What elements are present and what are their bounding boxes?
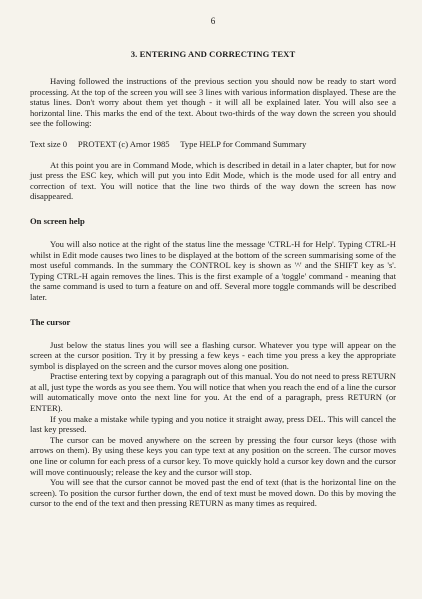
help-paragraph: You will also notice at the right of the status line the message 'CTRL-H for Help'. Typing CTRL-H whilst in Edit mode causes two lines to be displayed at the bottom of the screen summarising some of the most useful commands. In the summary the CONTROL key is shown as '^' and the SHIFT key as 's'. Typing CTRL-H again removes the lines. This is the first example of a 'toggle' command - meaning that the same command is used to turn a feature on and off. Several more toggle commands will be described later. xyxy=(30,238,396,302)
status-text-size: Text size 0 xyxy=(30,138,68,149)
cursor-paragraph: The cursor can be moved anywhere on the screen by pressing the four cursor keys (those with arrows on them). By using these keys you can type text at any position on the screen. The cursor moves one line or column for each press of a cursor key. To move quickly hold a cursor key down and the cursor will move continuously; release the key and the cursor will stop. xyxy=(30,434,396,477)
section-heading-cursor: The cursor xyxy=(30,316,71,327)
cursor-paragraph: You will see that the cursor cannot be moved past the end of text (that is the horizontal line on the screen). To position the cursor further down, the end of text must be moved down. Do this by moving the cursor to the end of the text and then pressing RETURN as many times as required. xyxy=(30,477,396,509)
status-copyright: PROTEXT (c) Arnor 1985 xyxy=(77,138,170,149)
chapter-title: 3. ENTERING AND CORRECTING TEXT xyxy=(130,49,296,59)
cursor-paragraph: Practise entering text by copying a paragraph out of this manual. You do not need to press RETURN at all, just type the words as you see them. You will notice that when you reach the end of a line the cursor will automatically move onto the next line for you. At the end of a paragraph, press RETURN (or ENTER). xyxy=(30,371,396,414)
cursor-paragraph: If you make a mistake while typing and you notice it straight away, press DEL. This will cancel the last key pressed. xyxy=(30,413,396,435)
cursor-paragraph: Just below the status lines you will see a flashing cursor. Whatever you type will appear on the screen at the cursor position. Try it by pressing a few keys - each time you press a key the appropriate symbol is displayed on the screen and the cursor moves along one position. xyxy=(30,339,396,371)
page-number: 6 xyxy=(210,16,216,26)
status-line-example xyxy=(30,139,396,150)
section-heading-help: On screen help xyxy=(30,215,85,226)
status-help: Type HELP for Command Summary xyxy=(180,138,307,149)
intro-paragraph: Having followed the instructions of the previous section you should now be ready to start word processing. At the top of the screen you will see 3 lines with various information displayed. These are the status lines. Don't worry about them yet though - it will all be explained later. You will also see a horizontal line. This marks the end of the text. About two-thirds of the way down the screen you should see the following: xyxy=(30,76,396,129)
command-mode-paragraph: At this point you are in Command Mode, which is described in detail in a later chapter, but for now just press the ESC key, which will put you into Edit Mode, which is the mode used for all entry and correction of text. You will notice that the line two thirds of the way down the screen has now disappeared. xyxy=(30,159,396,202)
